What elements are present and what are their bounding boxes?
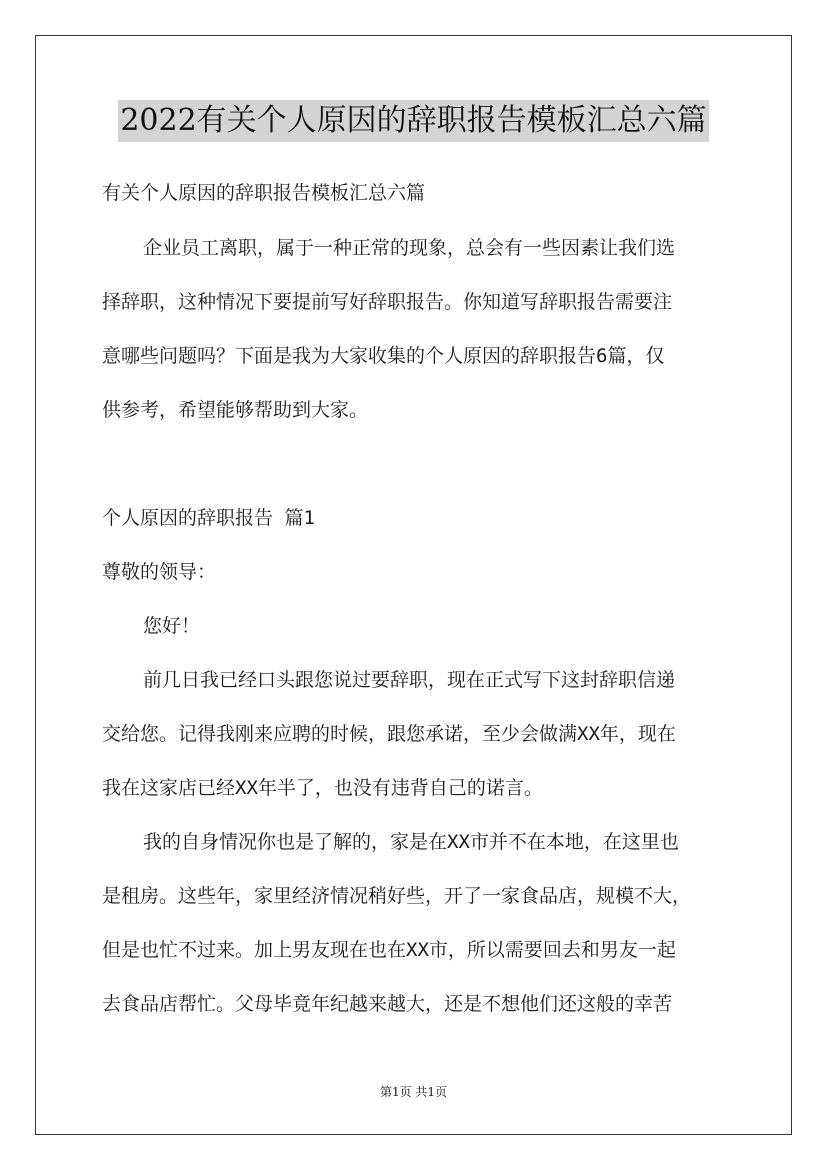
paragraph-line: 我的自身情况你也是了解的，家是在XX市并不在本地，在这里也 [143, 831, 679, 853]
paragraph-line: 前几日我已经口头跟您说过要辞职，现在正式写下这封辞职信递 [143, 669, 676, 691]
page-footer: 第1页 共1页 [379, 1085, 448, 1099]
intro-line: 供参考，希望能够帮助到大家。 [102, 399, 369, 421]
paragraph-line: 我在这家店已经XX年半了，也没有违背自己的诺言。 [102, 777, 543, 799]
salutation: 尊敬的领导： [102, 561, 217, 583]
intro-line: 择辞职，这种情况下要提前写好辞职报告。你知道写辞职报告需要注 [102, 291, 673, 313]
section-heading: 个人原因的辞职报告 篇1 [102, 507, 315, 529]
document-title: 2022有关个人原因的辞职报告模板汇总六篇 [118, 100, 708, 142]
document-subtitle: 有关个人原因的辞职报告模板汇总六篇 [102, 182, 426, 204]
paragraph-line: 交给您。记得我刚来应聘的时候，跟您承诺，至少会做满XX年，现在 [102, 723, 676, 745]
paragraph-line: 但是也忙不过来。加上男友现在也在XX市，所以需要回去和男友一起 [102, 939, 676, 961]
paragraph-line: 是租房。这些年，家里经济情况稍好些，开了一家食品店，规模不大， [102, 885, 692, 907]
greeting: 您好！ [143, 615, 201, 637]
title-container [0, 100, 827, 142]
intro-line: 企业员工离职，属于一种正常的现象，总会有一些因素让我们选 [143, 237, 676, 259]
paragraph-line: 去食品店帮忙。父母毕竟年纪越来越大，还是不想他们还这般的幸苦 [102, 993, 673, 1015]
intro-line: 意哪些问题吗？下面是我为大家收集的个人原因的辞职报告6篇，仅 [102, 345, 665, 367]
